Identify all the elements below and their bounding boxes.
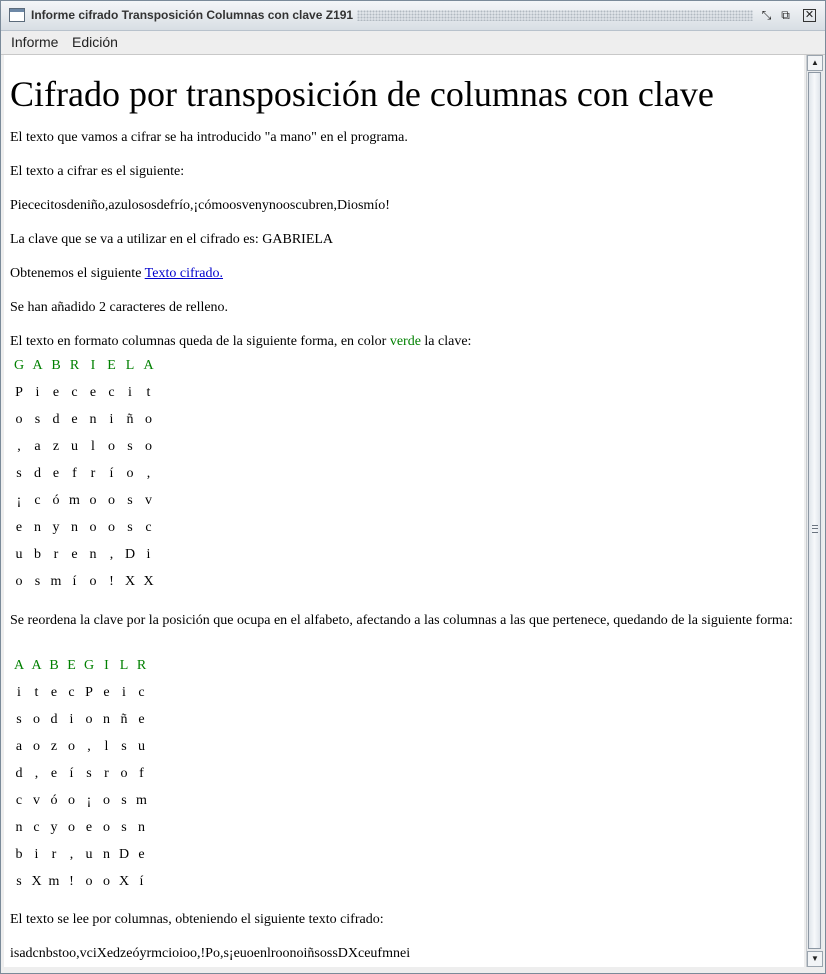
grid-cell: y bbox=[50, 820, 58, 835]
grid-cell: s bbox=[121, 793, 127, 808]
grid-cell: c bbox=[71, 385, 78, 400]
grid-cell: , bbox=[34, 766, 39, 781]
grid-cell: s bbox=[121, 739, 127, 754]
grid-cell: v bbox=[33, 793, 40, 808]
grid-cell: s bbox=[127, 520, 133, 535]
grid-cell: a bbox=[15, 739, 23, 754]
grid-cell: ¡ bbox=[86, 793, 92, 808]
grid-cell: o bbox=[120, 766, 128, 781]
grid-cell: o bbox=[85, 712, 93, 727]
key-letter: L bbox=[125, 358, 135, 373]
key-letter: A bbox=[143, 358, 154, 373]
grid-cell: r bbox=[104, 766, 109, 781]
ciphertext-link[interactable]: Texto cifrado. bbox=[144, 266, 223, 281]
key-letter: B bbox=[49, 658, 59, 673]
scroll-thumb[interactable] bbox=[808, 72, 821, 949]
grid-cell: s bbox=[16, 466, 22, 481]
grid-cell: m bbox=[136, 793, 147, 808]
title-grip bbox=[357, 10, 753, 21]
grid-cell: s bbox=[86, 766, 92, 781]
grid-cell: z bbox=[50, 739, 58, 754]
page-title: Cifrado por transposición de columnas con clave bbox=[10, 74, 714, 114]
grid-cell: X bbox=[31, 874, 42, 889]
vertical-scrollbar[interactable] bbox=[806, 55, 823, 967]
grid-cell: c bbox=[108, 385, 115, 400]
key-letter: B bbox=[51, 358, 61, 373]
grid-cell: a bbox=[34, 439, 41, 454]
ciphertext: isadcnbstoo,vciXedzeóyrmcioioo,!Po,s¡euoenlroonoiñsossDXceufmnei bbox=[10, 946, 411, 961]
reorder-text: Se reordena la clave por la posición que ocupa en el alfabeto, afectando a las columnas a las que pertenece, quedando de la siguiente forma: bbox=[10, 613, 793, 628]
grid-cell: o bbox=[103, 793, 110, 808]
grid-cell: í bbox=[69, 766, 74, 781]
grid-cell: n bbox=[89, 412, 97, 427]
key-letter: I bbox=[104, 658, 109, 673]
grid-cell: m bbox=[50, 574, 62, 589]
grid-cell: i bbox=[128, 385, 132, 400]
menu-bar bbox=[1, 31, 825, 55]
grid-cell: r bbox=[51, 847, 57, 862]
window-title: Informe cifrado Transposición Columnas con clave Z191 bbox=[31, 8, 354, 22]
grid-cell: d bbox=[34, 466, 41, 481]
grid-cell: e bbox=[52, 466, 60, 481]
key-sentence: La clave que se va a utilizar en el cifrado es: GABRIELA bbox=[10, 232, 334, 247]
key-letter: G bbox=[13, 358, 25, 373]
grid-cell: u bbox=[85, 847, 93, 862]
key-letter: I bbox=[90, 358, 96, 373]
read-text: El texto se lee por columnas, obteniendo el siguiente texto cifrado: bbox=[10, 912, 384, 927]
plaintext: Piececitosdeniño,azulososdefrío,¡cómoosvenynooscubren,Diosmío! bbox=[10, 198, 390, 213]
grid-cell: í bbox=[109, 466, 114, 481]
grid-cell: o bbox=[89, 493, 97, 508]
grid-cell: o bbox=[89, 574, 97, 589]
grid-cell: f bbox=[139, 766, 144, 781]
grid-cell: c bbox=[138, 685, 145, 700]
grid-cell: i bbox=[146, 547, 151, 562]
grid-cell: d bbox=[52, 412, 60, 427]
grid-cell: d bbox=[15, 766, 23, 781]
title-bar[interactable] bbox=[1, 1, 825, 31]
grid-cell: s bbox=[127, 439, 133, 454]
grid-cell: t bbox=[34, 685, 39, 700]
grid-cell: i bbox=[35, 385, 40, 400]
grid-cell: o bbox=[103, 874, 110, 889]
key-letter: E bbox=[107, 358, 116, 373]
menu-informe[interactable]: Informe bbox=[11, 34, 59, 50]
grid-cell: r bbox=[53, 547, 59, 562]
grid-cell: c bbox=[33, 820, 40, 835]
grid-cell: n bbox=[103, 712, 110, 727]
grid-cell: ñ bbox=[120, 712, 128, 727]
grid-cell: t bbox=[146, 385, 151, 400]
grid-cell: d bbox=[50, 712, 58, 727]
key-letter: R bbox=[69, 358, 80, 373]
grid-cell: ¡ bbox=[16, 493, 22, 508]
grid-cell: e bbox=[138, 712, 145, 727]
plaintext-label: El texto a cifrar es el siguiente: bbox=[10, 164, 185, 179]
grid-cell: m bbox=[69, 493, 80, 508]
grid-cell: y bbox=[52, 520, 60, 535]
grid-cell: s bbox=[34, 412, 41, 427]
grid-cell: i bbox=[17, 685, 21, 700]
grid-cell: o bbox=[145, 439, 152, 454]
grid-cell: c bbox=[145, 520, 152, 535]
grid-cell: s bbox=[34, 574, 41, 589]
grid-cell: D bbox=[118, 847, 130, 862]
grid-cell: o bbox=[108, 520, 115, 535]
grid-cell: l bbox=[91, 439, 95, 454]
grid-cell: e bbox=[103, 685, 110, 700]
grid-cell: l bbox=[104, 739, 109, 754]
grid-cell: c bbox=[68, 685, 75, 700]
grid-cell: o bbox=[68, 793, 75, 808]
grid-cell: e bbox=[89, 385, 97, 400]
grid-cell: i bbox=[69, 712, 74, 727]
grid-cell: ñ bbox=[126, 412, 134, 427]
grid-cell: X bbox=[118, 874, 130, 889]
result-sentence bbox=[10, 265, 223, 283]
grid-cell: e bbox=[50, 766, 58, 781]
padding-note: Se han añadido 2 caracteres de relleno. bbox=[10, 300, 229, 315]
grip-icon bbox=[812, 525, 818, 533]
grid-cell: , bbox=[109, 547, 114, 562]
grid-cell: n bbox=[138, 820, 145, 835]
grid-cell: P bbox=[85, 685, 93, 700]
columns-prefix: El texto en formato columnas queda de la siguiente forma, en color bbox=[10, 334, 390, 349]
grid-cell: í bbox=[139, 874, 144, 889]
grid-cell: u bbox=[71, 439, 78, 454]
grid-cell: z bbox=[52, 439, 60, 454]
report-content bbox=[4, 55, 804, 967]
key-letter: A bbox=[32, 358, 43, 373]
grid-cell: P bbox=[15, 385, 23, 400]
scroll-up-icon[interactable]: ▲ bbox=[807, 55, 823, 71]
grid-cell: e bbox=[15, 520, 23, 535]
result-prefix: Obtenemos el siguiente bbox=[10, 266, 145, 281]
grid-cell: í bbox=[72, 574, 77, 589]
grid-cell: ó bbox=[52, 493, 60, 508]
grid-cell: s bbox=[16, 712, 22, 727]
key-letter: G bbox=[83, 658, 95, 673]
grid-cell: n bbox=[103, 847, 110, 862]
grid-cell: o bbox=[108, 439, 115, 454]
grid-cell: i bbox=[34, 847, 39, 862]
grid-cell: o bbox=[89, 520, 97, 535]
menu-edicion[interactable]: Edición bbox=[72, 34, 118, 50]
grid-cell: o bbox=[103, 820, 110, 835]
grid-cell: e bbox=[71, 547, 78, 562]
grid-cell: , bbox=[69, 847, 74, 862]
grid-cell: e bbox=[85, 820, 93, 835]
key-letter: L bbox=[119, 658, 129, 673]
key-letter: E bbox=[67, 658, 76, 673]
grid-cell: i bbox=[109, 412, 114, 427]
grid-cell: e bbox=[71, 412, 78, 427]
grid-cell: o bbox=[108, 493, 115, 508]
grid-cell: c bbox=[34, 493, 41, 508]
grid-cell: b bbox=[34, 547, 41, 562]
intro-text: El texto que vamos a cifrar se ha introducido "a mano" en el programa. bbox=[10, 130, 408, 145]
key-letter: R bbox=[136, 658, 147, 673]
grid-cell: X bbox=[124, 574, 136, 589]
scroll-down-icon[interactable]: ▼ bbox=[807, 951, 823, 967]
grid-cell: o bbox=[126, 466, 134, 481]
grid-cell: o bbox=[68, 820, 75, 835]
grid-cell: n bbox=[89, 547, 97, 562]
key-letter: A bbox=[13, 658, 25, 673]
grid-cell: s bbox=[127, 493, 133, 508]
grid-cell: v bbox=[145, 493, 152, 508]
grid-cell: , bbox=[146, 466, 151, 481]
minimize-icon[interactable]: ⤡ bbox=[761, 8, 772, 22]
grid-cell: o bbox=[145, 412, 152, 427]
grid-cell: e bbox=[50, 685, 58, 700]
columns-green-word: verde bbox=[389, 334, 421, 349]
grid-cell: b bbox=[15, 847, 23, 862]
grid-cell: D bbox=[124, 547, 136, 562]
grid-cell: e bbox=[52, 385, 60, 400]
grid-cell: u bbox=[138, 739, 145, 754]
grid-cell: r bbox=[90, 466, 96, 481]
grid-cell: o bbox=[15, 574, 23, 589]
grid-cell: s bbox=[16, 874, 22, 889]
grid-cell: n bbox=[71, 520, 78, 535]
grid-cell: o bbox=[15, 412, 23, 427]
grid-cell: n bbox=[34, 520, 41, 535]
close-icon[interactable]: ✕ bbox=[804, 9, 815, 21]
maximize-icon[interactable]: ⧉ bbox=[781, 8, 790, 22]
key-letter: A bbox=[31, 658, 42, 673]
grid-cell: c bbox=[15, 793, 23, 808]
grid-cell: ! bbox=[109, 574, 114, 589]
grid-cell: f bbox=[72, 466, 77, 481]
window-icon bbox=[9, 8, 25, 22]
grid-cell: ! bbox=[69, 874, 74, 889]
grid-cell: s bbox=[121, 820, 127, 835]
grid-cell: X bbox=[143, 574, 154, 589]
grid-cell: ó bbox=[50, 793, 58, 808]
columns-suffix: la clave: bbox=[420, 334, 472, 349]
grid-cell: o bbox=[33, 712, 40, 727]
grid-cell: o bbox=[85, 874, 93, 889]
grid-cell: n bbox=[15, 820, 23, 835]
grid-cell: u bbox=[15, 547, 23, 562]
grid-cell: , bbox=[17, 439, 21, 454]
grid-cell: i bbox=[122, 685, 126, 700]
columns-sentence bbox=[10, 333, 471, 351]
grid-cell: e bbox=[138, 847, 145, 862]
grid-cell: , bbox=[87, 739, 91, 754]
grid-cell: o bbox=[68, 739, 75, 754]
grid-cell: m bbox=[48, 874, 60, 889]
grid-cell: o bbox=[33, 739, 40, 754]
